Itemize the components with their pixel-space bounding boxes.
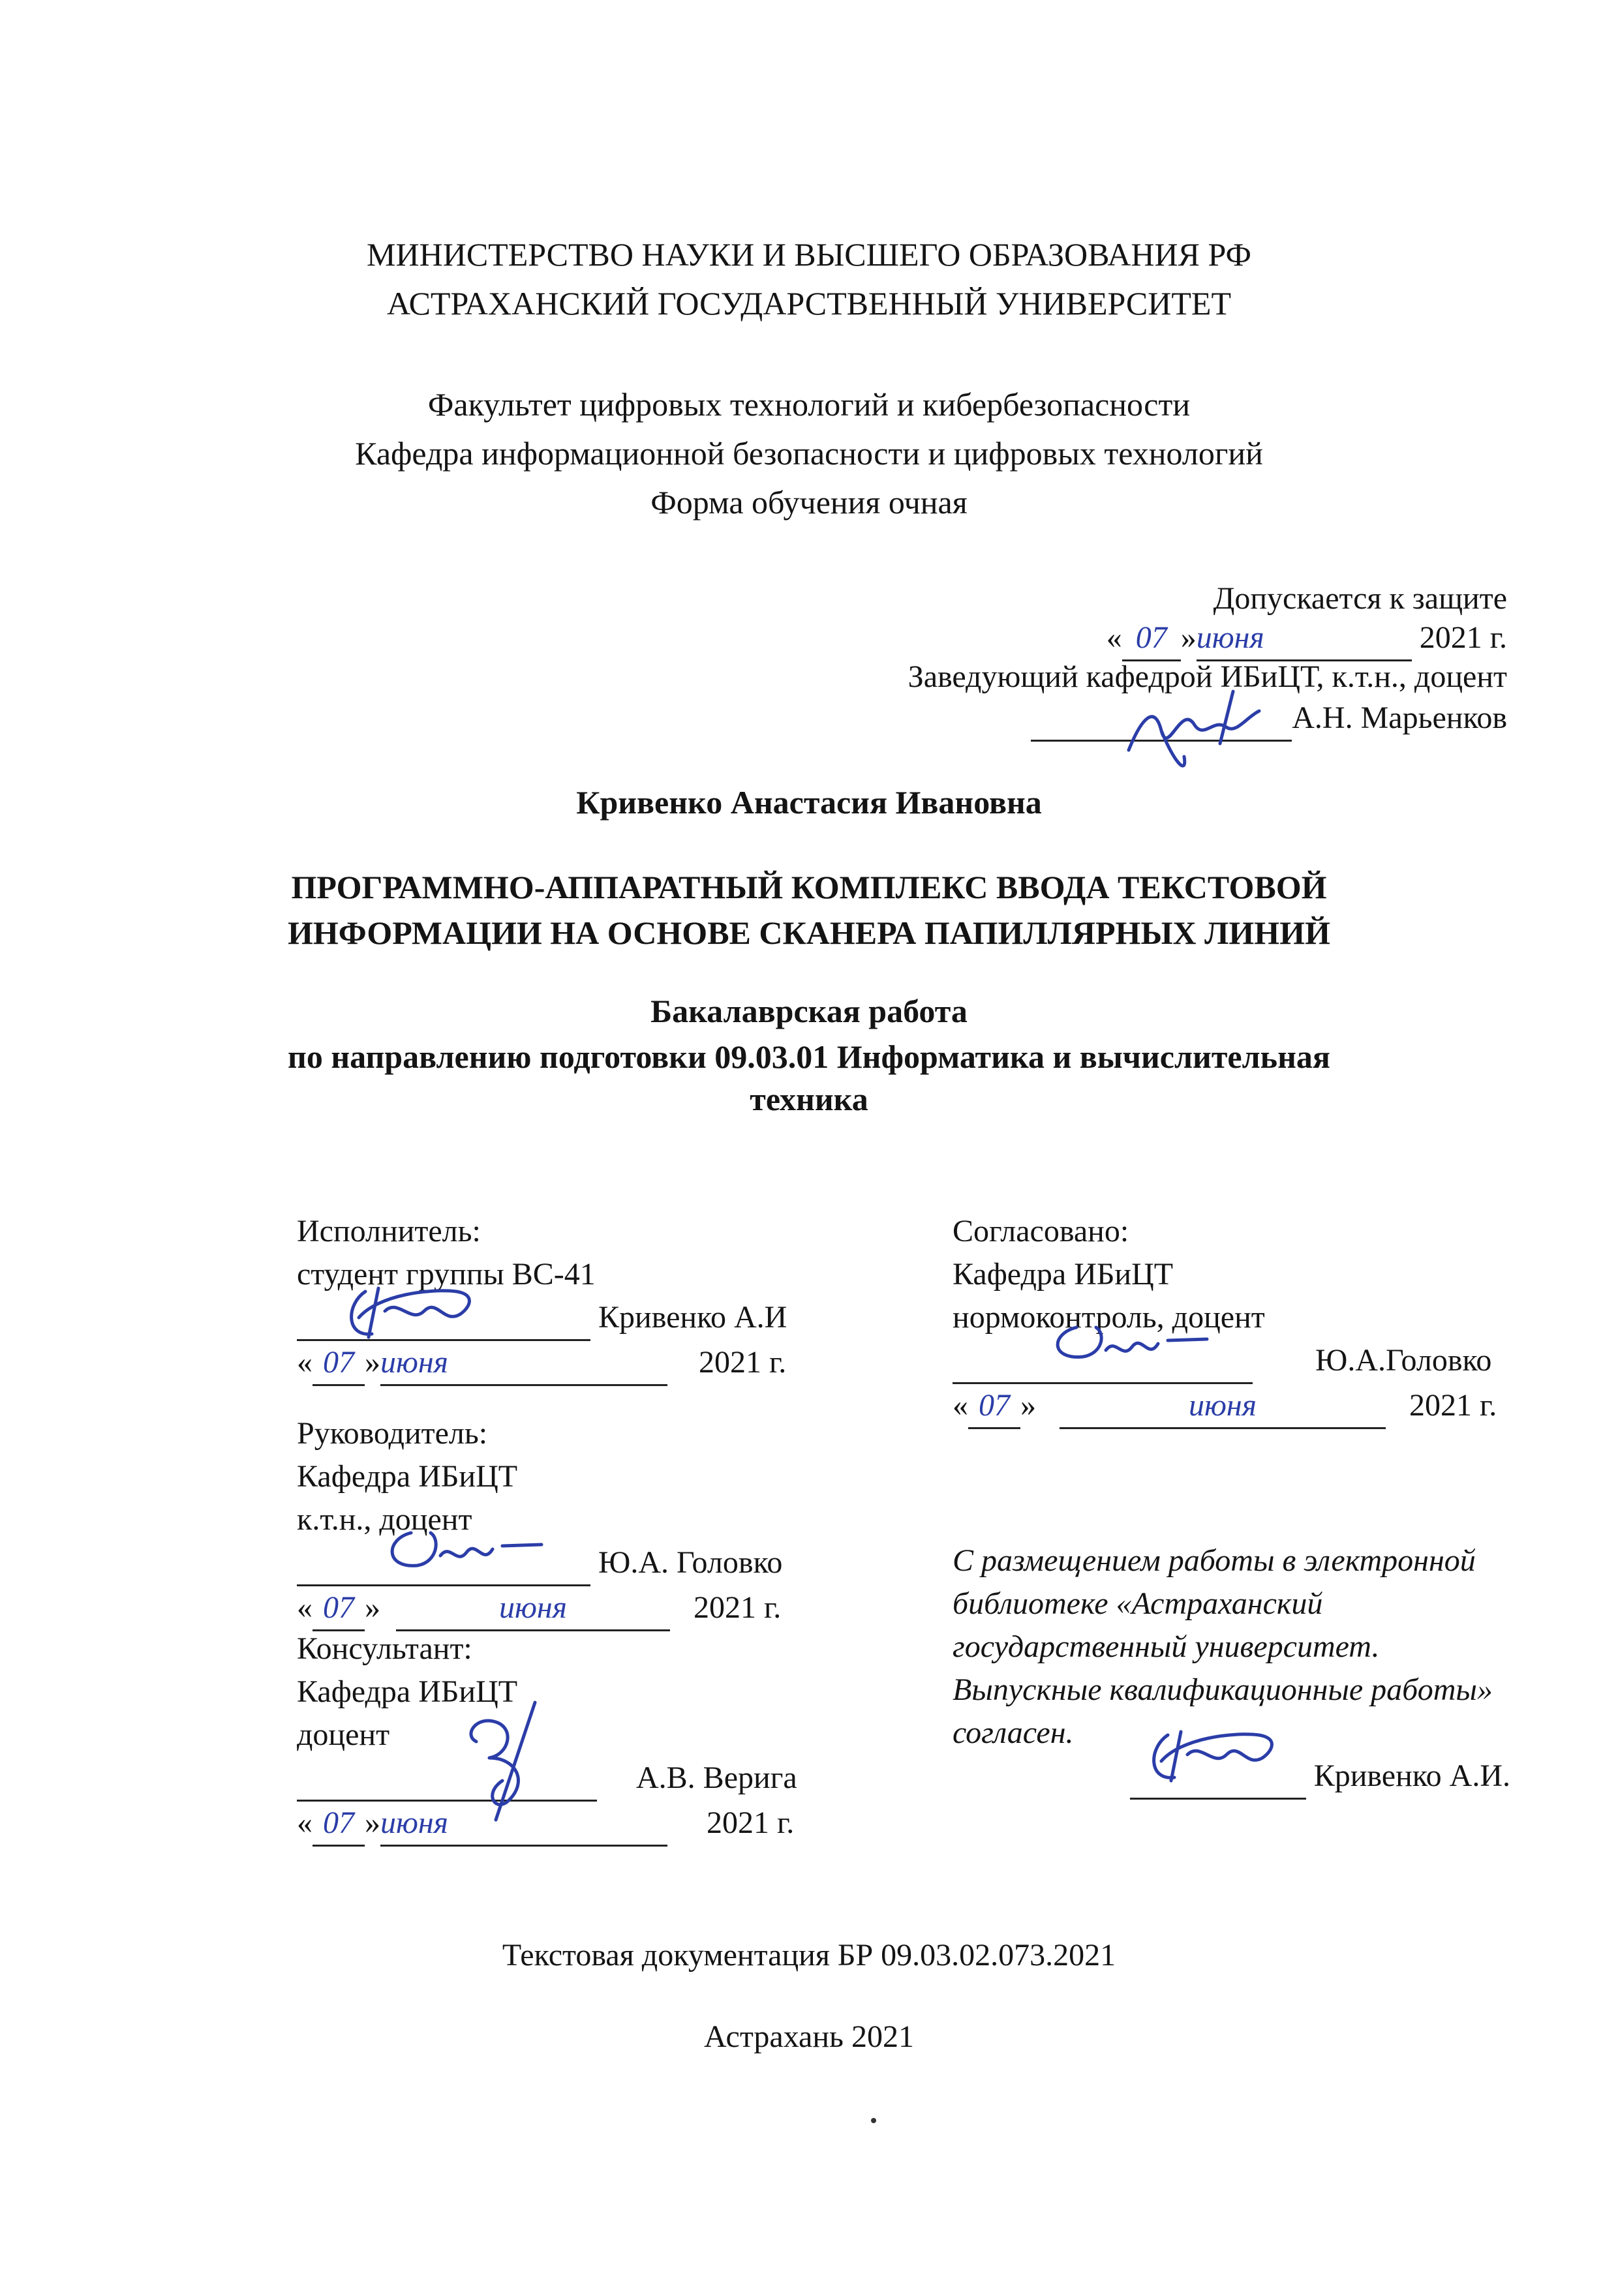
supervisor-role: к.т.н., доцент — [297, 1502, 472, 1537]
supervisor-signature-row — [297, 1541, 884, 1586]
supervisor-block — [297, 1412, 884, 1631]
approval-day: 07 — [1122, 616, 1181, 661]
supervisor-label: Руководитель: — [297, 1416, 488, 1451]
consent-signature-blank — [1130, 1755, 1306, 1800]
approval-month: июня — [1197, 616, 1412, 661]
agreed-signature-row — [953, 1339, 1540, 1384]
consultant-label: Консультант: — [297, 1631, 472, 1666]
university-line: АСТРАХАНСКИЙ ГОСУДАРСТВЕННЫЙ УНИВЕРСИТЕТ — [386, 285, 1232, 322]
consent-block — [953, 1539, 1540, 1755]
consultant-month: июня — [380, 1802, 667, 1847]
consent-line-3: государственный университет. — [953, 1629, 1380, 1664]
consultant-date-row: « 07 »июня 2021 г. — [297, 1802, 884, 1847]
direction-line-2: техника — [750, 1081, 868, 1117]
consultant-block — [297, 1627, 884, 1847]
agreed-signature-blank — [953, 1339, 1253, 1384]
supervisor-date-row: « 07 » июня 2021 г. — [297, 1586, 884, 1631]
executor-month: июня — [380, 1341, 667, 1386]
thesis-title-line-1: ПРОГРАММНО-АППАРАТНЫЙ КОМПЛЕКС ВВОДА ТЕКСТОВОЙ — [291, 869, 1327, 905]
consultant-signature-blank — [297, 1757, 597, 1802]
supervisor-year: 2021 г. — [694, 1590, 782, 1625]
approval-year: 2021 г. — [1419, 620, 1507, 655]
consultant-day: 07 — [313, 1802, 365, 1847]
agreed-month: июня — [1060, 1384, 1386, 1429]
admitted-to-defense: Допускается к защите — [1213, 581, 1507, 616]
executor-group: студент группы ВС-41 — [297, 1257, 596, 1292]
agreed-dept: Кафедра ИБиЦТ — [953, 1257, 1174, 1292]
thesis-title-line-2: ИНФОРМАЦИИ НА ОСНОВЕ СКАНЕРА ПАПИЛЛЯРНЫХ ЛИНИЙ — [288, 914, 1330, 951]
supervisor-name: Ю.А. Головко — [598, 1545, 783, 1580]
consent-line-2: библиотеке «Астраханский — [953, 1586, 1323, 1621]
consent-line-4: Выпускные квалификационные работы» — [953, 1672, 1493, 1707]
agreed-day: 07 — [968, 1384, 1020, 1429]
head-signature-line — [783, 697, 1507, 742]
department-line: Кафедра информационной безопасности и цифровых технологий — [355, 435, 1263, 472]
supervisor-day: 07 — [313, 1586, 365, 1631]
date-quote-open: « — [1106, 620, 1122, 655]
doc-code: Текстовая документация БР 09.03.02.073.2021 — [502, 1938, 1116, 1972]
ministry-line: МИНИСТЕРСТВО НАУКИ И ВЫСШЕГО ОБРАЗОВАНИЯ РФ — [367, 236, 1251, 273]
supervisor-signature-blank — [297, 1541, 590, 1586]
city-year: Астрахань 2021 — [704, 2019, 914, 2054]
agreed-block — [953, 1210, 1540, 1429]
head-name: А.Н. Марьенков — [1292, 701, 1507, 735]
supervisor-dept: Кафедра ИБиЦТ — [297, 1459, 518, 1494]
approval-date — [783, 616, 1507, 661]
agreed-role: нормоконтроль, доцент — [953, 1300, 1265, 1335]
date-quote-close: » — [1180, 620, 1197, 655]
agreed-name: Ю.А.Головко — [1315, 1343, 1492, 1378]
consultant-dept: Кафедра ИБиЦТ — [297, 1674, 518, 1709]
executor-signature-blank — [297, 1296, 590, 1341]
consultant-signature-row — [297, 1757, 884, 1802]
agreed-label: Согласовано: — [953, 1214, 1129, 1248]
supervisor-month: июня — [396, 1586, 670, 1631]
author-name: Кривенко Анастасия Ивановна — [576, 784, 1042, 821]
consent-line-1: С размещением работы в электронной — [953, 1543, 1476, 1578]
faculty-line: Факультет цифровых технологий и кибербезопасности — [427, 386, 1191, 423]
executor-block — [297, 1210, 884, 1386]
head-title: Заведующий кафедрой ИБиЦТ, к.т.н., доцент — [908, 659, 1507, 694]
head-signature-blank — [1031, 697, 1292, 742]
work-type: Бакалаврская работа — [650, 993, 968, 1029]
consultant-year: 2021 г. — [707, 1805, 795, 1840]
executor-name: Кривенко А.И — [598, 1300, 787, 1335]
consultant-role: доцент — [297, 1717, 390, 1752]
consultant-name: А.В. Верига — [636, 1760, 797, 1795]
executor-label: Исполнитель: — [297, 1214, 481, 1248]
executor-year: 2021 г. — [699, 1345, 787, 1380]
consent-line-5: согласен. — [953, 1715, 1074, 1750]
direction-line-1: по направлению подготовки 09.03.01 Информатика и вычислительная — [288, 1038, 1330, 1075]
agreed-date-row: « 07 » июня 2021 г. — [953, 1384, 1540, 1429]
scan-dot — [871, 2118, 876, 2123]
consent-name: Кривенко А.И. — [1313, 1759, 1510, 1793]
study-form-line: Форма обучения очная — [650, 484, 968, 521]
executor-day: 07 — [313, 1341, 365, 1386]
agreed-year: 2021 г. — [1409, 1388, 1497, 1423]
executor-signature-row — [297, 1296, 884, 1341]
executor-date-row: « 07 »июня 2021 г. — [297, 1341, 884, 1386]
consent-signature-row — [953, 1755, 1510, 1800]
